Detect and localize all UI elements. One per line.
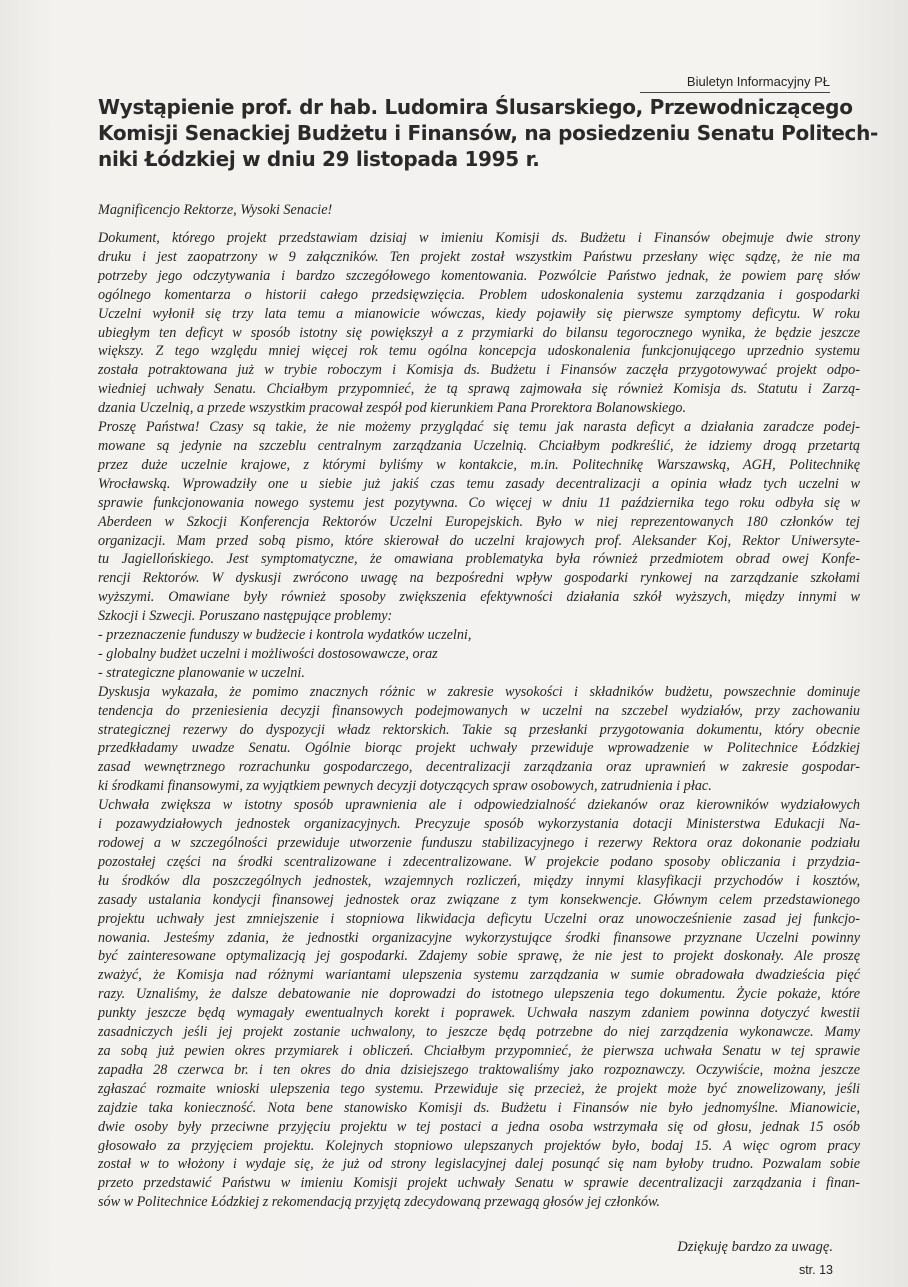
article-body: [98, 229, 860, 1212]
text-line: została potraktowana już w trybie roboczym i Komisja ds. Budżetu i Finansów zaczęła przygotowywać projekt odpo-: [98, 362, 860, 379]
text-line: ubiegłym ten deficyt w sposób istotny się powiększył a z przymiarki do bilansu tegorocznego wynika, że będzie jeszcze: [98, 324, 860, 341]
text-line: za sobą już pewien okres przymiarek i obliczeń. Chciałbym przypomnieć, że pierwsza uchwała Senatu w tej sprawie: [98, 1042, 860, 1059]
text-line: rodowej a w szczególności przewiduje utworzenie funduszu stabilizacyjnego i rezerwy Rektora oraz dokonanie podziału: [98, 835, 860, 851]
publication-header: Biuletyn Informacyjny PŁ: [640, 74, 830, 93]
text-line: być zainteresowane optymalizacją jej gospodarki. Zdajemy sobie sprawę, że nie jest to projekt doskonały. Ale proszę: [98, 948, 860, 965]
text-line: tendencja do przeniesienia decyzji finansowych podejmowanych w uczelni na szczebel wydziałów, przy zachowaniu: [98, 702, 860, 719]
text-line: Dokument, którego projekt przedstawiam dzisiaj w imieniu Komisji ds. Budżetu i Finansów obejmuje dwie strony: [98, 230, 860, 246]
text-line: łu środków dla poszczególnych jednostek, wzajemnych rozliczeń, między innymi klasyfikacji przychodów i kosztów,: [98, 872, 860, 889]
text-line: przedkładamy uwadze Senatu. Ogólnie biorąc projekt uchwały przewiduje wprowadzenie w Politechnice Łódzkiej: [98, 740, 860, 757]
text-line: dwie osoby były przeciwne przyjęciu projektu w tej postaci a jedna osoba wstrzymała się od głosu, jednak 15 osób: [98, 1118, 860, 1135]
text-line: nowania. Jesteśmy zdania, że jednostki organizacyjne wykorzystujące środki finansowe przyznane Uczelni powinny: [98, 929, 860, 946]
article-title: [98, 94, 879, 172]
text-line: wiedniej uchwały Senatu. Chciałbym przypomnieć, że tą sprawą zajmowała się również Komisja ds. Statutu i Zarzą-: [98, 381, 860, 398]
paragraph: [98, 683, 860, 796]
text-line: Uchwała zwiększa w istotny sposób uprawnienia ale i odpowiedzialność dziekanów oraz kierowników wydziałowych: [98, 797, 860, 814]
text-line: projektu uchwały jest zmniejszenie i stopniowa likwidacja deficytu Uczelni oraz unowocześnienie zasad jej funkcjo-: [98, 910, 860, 927]
title-line: Komisji Senackiej Budżetu i Finansów, na posiedzeniu Senatu Politech-: [98, 121, 879, 145]
closing-remark: Dziękuję bardzo za uwagę.: [677, 1239, 833, 1255]
text-line: zważyć, że Komisja nad różnymi wariantami ulepszenia systemu zarządzania w sumie obradowała dwadzieścia pięć: [98, 967, 860, 984]
text-line: zgłaszać rozmaite wnioski ulepszenia tego systemu. Przewiduje się przecież, że projekt może być znowelizowany, jeśli: [98, 1080, 860, 1097]
title-line: Wystąpienie prof. dr hab. Ludomira Ślusarskiego, Przewodniczącego: [98, 95, 853, 119]
text-line: druku i jest zaopatrzony w 9 załączników. Ten projekt został wszystkim Państwu przesłany więc sądzę, że nie ma: [98, 248, 860, 265]
text-line: - strategiczne planowanie w uczelni.: [98, 664, 305, 681]
text-line: organizacji. Mam przed sobą pismo, które skierował do uczelni krajowych prof. Aleksander Koj, Rektor Uniwersyte-: [98, 532, 860, 549]
text-line: większy. Z tego względu mniej więcej rok temu ogólna koncepcja udoskonalenia funkcjonującego uprzednio systemu: [98, 343, 860, 360]
text-line: tu Jagiellońskiego. Jest symptomatyczne, że omawiana problematyka była również przedmiotem obrad owej Konfe-: [98, 551, 860, 568]
text-line: - globalny budżet uczelni i możliwości dostosowawcze, oraz: [98, 645, 438, 662]
text-line: został w to włożony i wydaje się, że już od strony legislacyjnej dalej posunąć się nam byłoby trudno. Pozwalam sobie: [98, 1156, 860, 1173]
paragraph: [98, 796, 860, 1212]
title-line: niki Łódzkiej w dniu 29 listopada 1995 r.: [98, 147, 540, 171]
text-line: i pozawydziałowych jednostek organizacyjnych. Precyzuje sposób wykorzystania dotacji Ministerstwa Edukacji Na-: [98, 816, 860, 833]
text-line: Dyskusja wykazała, że pomimo znacznych różnic w zakresie wysokości i składników budżetu, powszechnie dominuje: [98, 683, 860, 700]
text-line: punkty jeszcze będą wymagały ewentualnych korekt i poprawek. Uchwała naszym zdaniem powinna dotyczyć kwestii: [98, 1005, 860, 1022]
text-line: mowane są jedynie na szczeblu centralnym zarządzania Uczelnią. Chciałbym podkreślić, że idziemy drogą przetartą: [98, 437, 860, 454]
text-line: wyższymi. Omawiane były również sposoby zwiększenia efektywności działania szkół wyższych, między innymi w: [98, 589, 860, 606]
text-line: zasad wewnętrznego rozrachunku gospodarczego, decentralizacji zarządzania oraz uprawnień w zakresie gospodar-: [98, 759, 860, 776]
text-line: ki środkami finansowymi, za wyjątkiem pewnych decyzji dotyczących spraw osobowych, zatrudnienia i płac.: [98, 778, 712, 795]
text-line: sprawie funkcjonowania nowego systemu jest pozytywna. Co więcej w dniu 11 października tego roku odbyła się w: [98, 494, 860, 511]
text-line: dzania Uczelnią, a przede wszystkim pracował zespół pod kierunkiem Pana Prorektora Bolanowskiego.: [98, 400, 687, 417]
salutation: Magnificencjo Rektorze, Wysoki Senacie!: [98, 202, 333, 218]
text-line: głosowało za przyjęciem projektu. Kolejnych stopniowo ulepszanych projektów było, bodaj 15. A więc ogrom pracy: [98, 1137, 860, 1154]
text-line: rencji Rektorów. W dyskusji zwrócono uwagę na bezpośredni wpływ gospodarki rynkowej na zarządzanie szkołami: [98, 570, 860, 587]
text-line: zajdzie taka konieczność. Nota bene stanowisko Komisji ds. Budżetu i Finansów nie było jednomyślne. Mianowicie,: [98, 1099, 860, 1116]
text-line: sów w Politechnice Łódzkiej z rekomendacją przyjętą zdecydowaną przewagą głosów jej członków.: [98, 1194, 660, 1211]
text-line: ogólnego komentarza o historii całego przedsięwzięcia. Problem udoskonalenia systemu zarządzania i gospodarki: [98, 286, 860, 303]
text-line: przez duże uczelnie krajowe, z którymi byliśmy w kontakcie, m.in. Politechnikę Warszawską, AGH, Politechnikę: [98, 456, 860, 473]
text-line: zasadniczych jeśli jej projekt zostanie uchwalony, to jeszcze będą potrzebne do niej zarządzenia wykonawcze. Mamy: [98, 1024, 860, 1041]
text-line: razy. Uznaliśmy, że dalsze debatowanie nie doprowadzi do istotnego ulepszenia tego dokumentu. Życie pokaże, które: [98, 986, 860, 1003]
paragraph: [98, 418, 860, 626]
page-number: str. 13: [798, 1263, 833, 1277]
text-line: potrzeby jego odczytywania i bardzo szczegółowego komentowania. Pozwólcie Państwo jednak, że powiem parę słów: [98, 267, 860, 284]
paragraph: [98, 626, 860, 645]
paragraph: [98, 664, 860, 683]
text-line: - przeznaczenie funduszy w budżecie i kontrola wydatków uczelni,: [98, 627, 472, 644]
text-line: strategicznej rezerwy do dyspozycji władz rektorskich. Takie są przesłanki przygotowania dokumentu, który obecnie: [98, 721, 860, 738]
paragraph: [98, 645, 860, 664]
paragraph: [98, 229, 860, 418]
text-line: Wrocławską. Wprowadziły one u siebie już jakiś czas temu zasady decentralizacji a opinia władz tych uczelni w: [98, 475, 860, 492]
text-line: pozostałej części na środki scentralizowane i zdecentralizowane. W projekcie podano sposoby obliczania i przydzia-: [98, 853, 860, 870]
text-line: zapadła 28 czerwca br. i ten okres do dnia dzisiejszego traktowaliśmy jako rozpoznawczy. Oczywiście, można jeszcze: [98, 1061, 860, 1078]
text-line: Aberdeen w Szkocji Konferencja Rektorów Uczelni Europejskich. Było w niej reprezentowanych 180 członków tej: [98, 513, 860, 530]
text-line: Szkocji i Szwecji. Poruszano następujące problemy:: [98, 608, 393, 625]
text-line: przeto przedstawić Państwu w imieniu Komisji projekt uchwały Senatu w sprawie decentralizacji zarządzania i finan-: [98, 1175, 860, 1192]
text-line: Uczelni wyłonił się trzy lata temu a mianowicie wówczas, kiedy pojawiły się pierwsze symptomy deficytu. W roku: [98, 305, 860, 322]
text-line: Proszę Państwa! Czasy są takie, że nie możemy przyglądać się temu jak narasta deficyt a działania zaradcze podej-: [98, 419, 860, 436]
text-line: zasady ustalania kondycji finansowej jednostek oraz związane z tym konsekwencje. Głównym celem przedstawionego: [98, 891, 860, 908]
